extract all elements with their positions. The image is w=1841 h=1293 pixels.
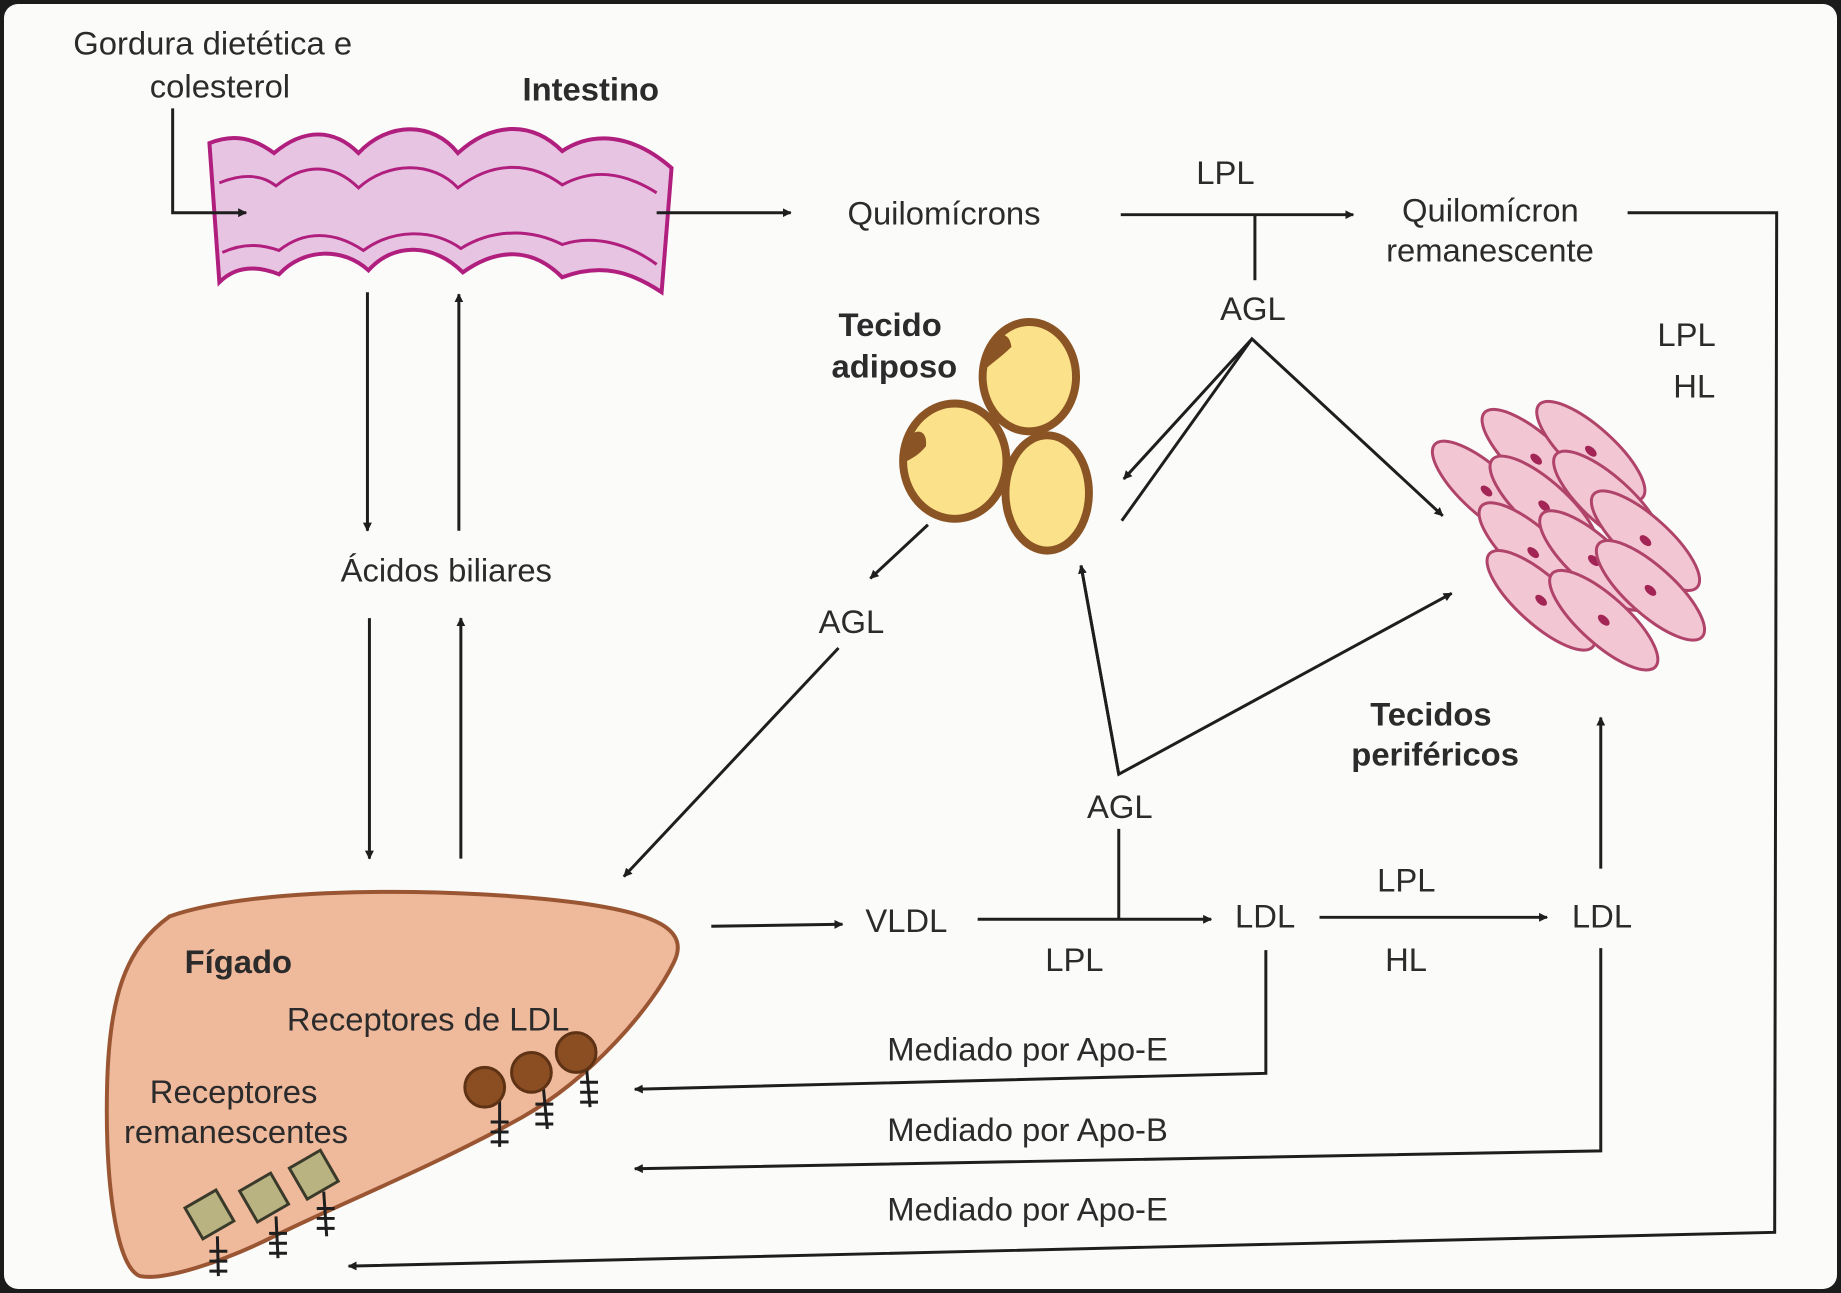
label-adipose-line2: adiposo (831, 347, 958, 385)
label-remnant-line1: Quilomícron (1402, 191, 1579, 229)
label-remnant-line2: remanescente (1386, 231, 1594, 269)
arrow-agl-to-liver (624, 648, 839, 877)
lipoprotein-metabolism-diagram (4, 4, 1837, 1289)
label-intestine: Intestino (522, 70, 660, 108)
label-hl-right: HL (1673, 367, 1716, 405)
label-peripheral-line1: Tecidos (1370, 695, 1492, 733)
label-ldl-mid: LDL (1235, 897, 1296, 935)
label-adipose-line1: Tecido (838, 305, 942, 343)
label-apoE-1: Mediado por Apo-E (887, 1030, 1168, 1068)
label-lpl-right: LPL (1657, 315, 1716, 353)
label-agl-left: AGL (818, 603, 885, 641)
label-lpl-vldl: LPL (1045, 940, 1104, 978)
peripheral-tissue-illustration (1419, 387, 1718, 684)
label-diet-line2: colesterol (149, 67, 291, 105)
label-peripheral-line2: periféricos (1351, 735, 1519, 773)
intestine-illustration (209, 129, 671, 292)
label-remnant-receptors-line1: Receptores (149, 1073, 318, 1111)
label-lpl-ldl: LPL (1377, 861, 1436, 899)
label-ldl-right: LDL (1571, 897, 1633, 935)
label-diet-line1: Gordura dietética e (73, 24, 353, 62)
arrow-agl-to-adipose (1124, 339, 1252, 479)
label-liver: Fígado (184, 942, 293, 980)
label-lpl-top: LPL (1196, 153, 1255, 191)
arrow-ldl-apoE-to-liver (635, 950, 1266, 1089)
label-ldl-receptors: Receptores de LDL (286, 1000, 570, 1038)
label-remnant-receptors-line2: remanescentes (123, 1112, 349, 1150)
label-vldl: VLDL (865, 902, 948, 940)
diagram-frame (4, 4, 1837, 1289)
label-apoB: Mediado por Apo-B (887, 1110, 1168, 1148)
label-chylomicrons: Quilomícrons (847, 194, 1041, 232)
label-bile-acids: Ácidos biliares (340, 551, 552, 589)
arrow-agl-bottom-to-adipose (1081, 566, 1119, 775)
arrow-adipose-to-agl (870, 525, 928, 579)
label-hl-ldl: HL (1385, 940, 1428, 978)
label-apoE-2: Mediado por Apo-E (887, 1190, 1168, 1228)
arrow-liver-to-vldl (711, 924, 842, 926)
label-agl-bottom: AGL (1086, 787, 1153, 825)
label-agl-top: AGL (1220, 290, 1286, 328)
